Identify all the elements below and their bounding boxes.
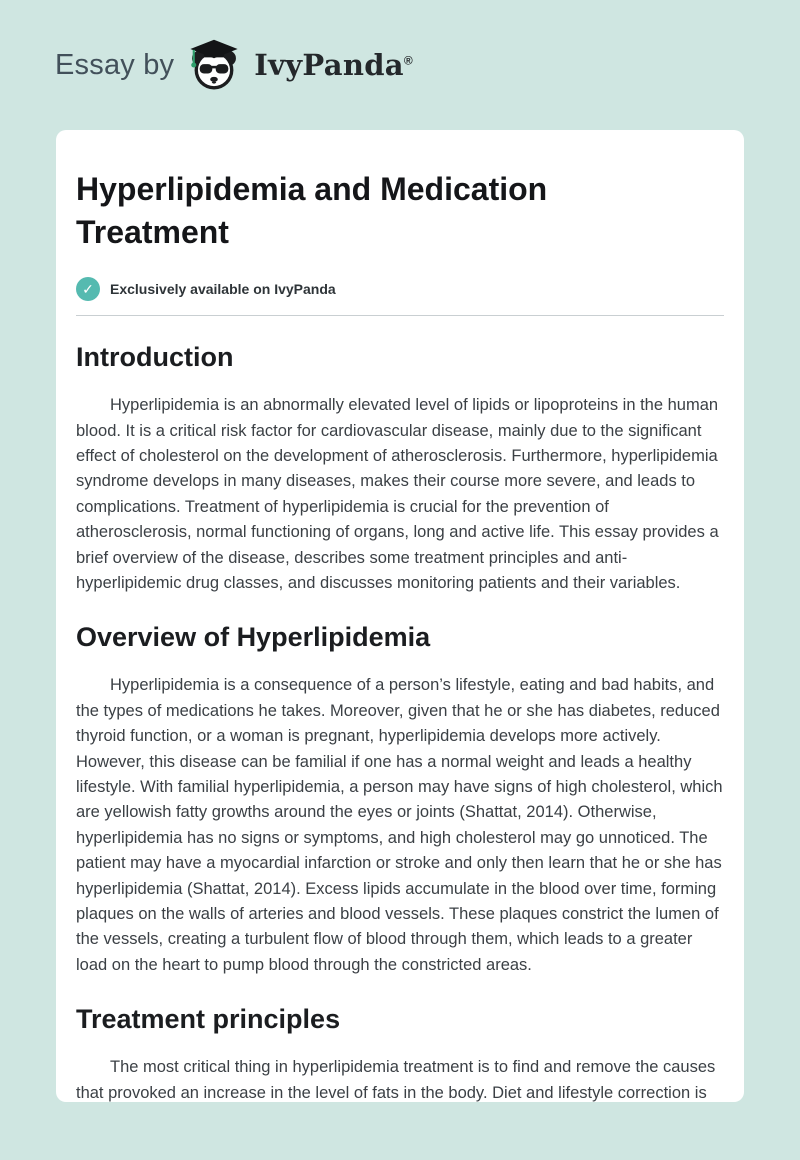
section-heading-introduction: Introduction <box>76 342 234 373</box>
section-introduction <box>76 342 724 596</box>
availability-text: Exclusively available on IvyPanda <box>110 281 336 298</box>
site-header <box>0 0 800 130</box>
essay-by-label: Essay by <box>55 48 175 81</box>
section-heading-treatment-principles: Treatment principles <box>76 1004 341 1035</box>
brand-name <box>254 48 413 82</box>
ivypanda-panda-logo-icon <box>187 38 241 92</box>
brand-text: IvyPanda <box>254 48 404 82</box>
section-heading-overview: Overview of Hyperlipidemia <box>76 622 431 653</box>
divider <box>76 315 724 316</box>
essay-card <box>56 130 744 1102</box>
checkmark-icon: ✓ <box>76 277 100 301</box>
section-overview <box>76 622 724 978</box>
section-paragraph: Hyperlipidemia is an abnormally elevated level of lipids or lipoproteins in the human blood. It is a critical risk factor for cardiovascular disease, mainly due to the significant effect of cholesterol on the development of atherosclerosis. Furthermore, hyperlipidemia syndrome develops in many diseases, makes their course more severe, and leads to complications. Treatment of hyperlipidemia is crucial for the prevention of atherosclerosis, normal functioning of organs, long and active life. This essay provides a brief overview of the disease, describes some treatment principles and anti-hyperlipidemic drug classes, and discusses monitoring patients and their variables. <box>76 396 719 592</box>
section-treatment-principles <box>76 1004 724 1102</box>
section-paragraph: The most critical thing in hyperlipidemia treatment is to find and remove the causes that provoked an increase in the level of fats in the body. Diet and lifestyle correction is <box>76 1058 716 1102</box>
registered-mark: ® <box>403 53 414 68</box>
availability-badge <box>76 277 724 301</box>
section-paragraph: Hyperlipidemia is a consequence of a person’s lifestyle, eating and bad habits, and the types of medications he takes. Moreover, given that he or she has diabetes, reduced thyroid function, or a woman is pregnant, hyperlipidemia develops more actively. However, this disease can be familial if one has a normal weight and leads a healthy lifestyle. With familial hyperlipidemia, a person may have signs of high cholesterol, which are yellowish fatty growths around the eyes or joints (Shattat, 2014). Otherwise, hyperlipidemia has no signs or symptoms, and high cholesterol may go unnoticed. The patient may have a myocardial infarction or stroke and only then learn that he or she has hyperlipidemia (Shattat, 2014). Excess lipids accumulate in the blood over time, forming plaques on the walls of arteries and blood vessels. These plaques constrict the lumen of the vessels, creating a turbulent flow of blood through them, which leads to a greater load on the heart to pump blood through the constricted areas. <box>76 676 723 974</box>
essay-title: Hyperlipidemia and Medication Treatment <box>76 171 548 250</box>
